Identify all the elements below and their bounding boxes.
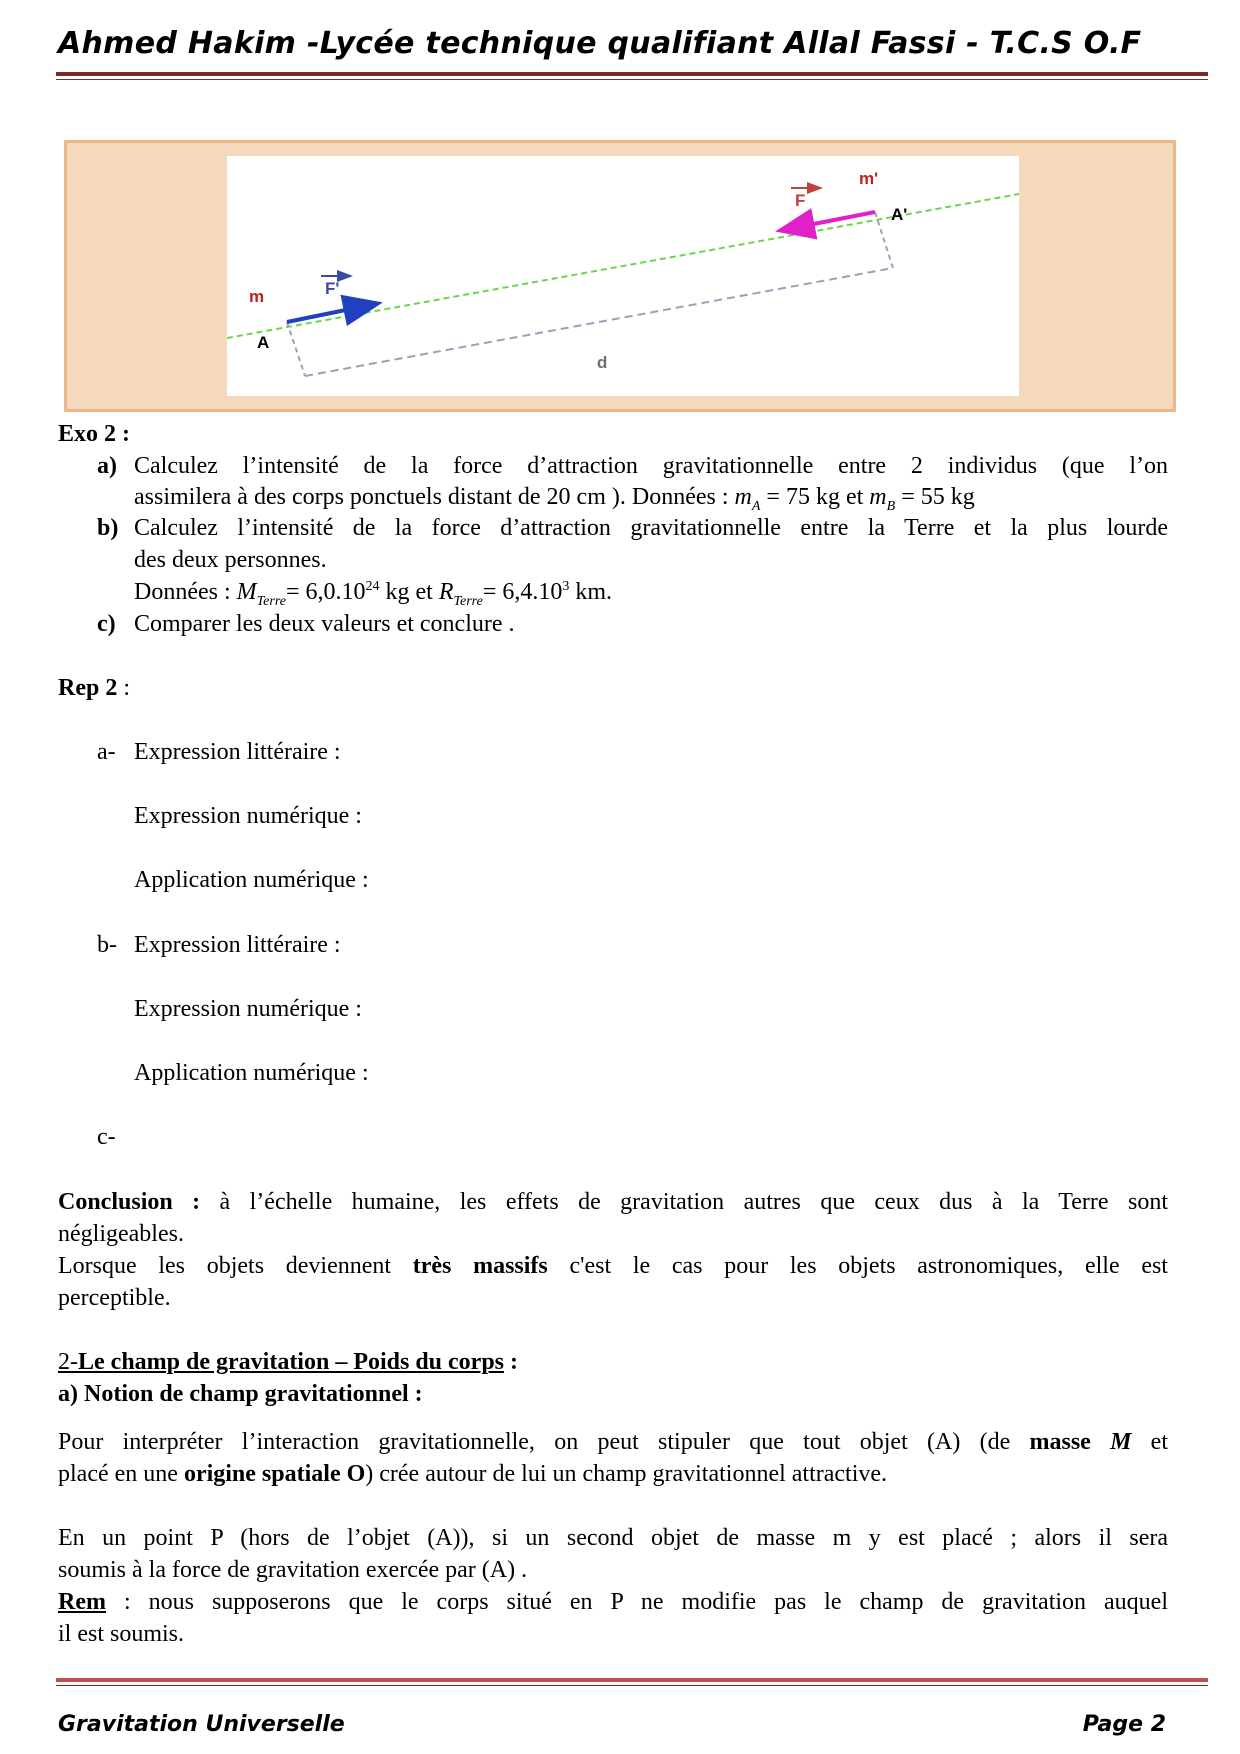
exo2-a-line2: assimilera à des corps ponctuels distant de 20 cm ). Données : $m_A = 75$ kg et $m_B = 55$ kg bbox=[134, 484, 975, 514]
exo2-c-text: Comparer les deux valeurs et conclure . bbox=[134, 611, 515, 637]
rep2-title: Rep 2 : bbox=[58, 675, 131, 701]
header-title: Ahmed Hakim -Lycée technique qualifiant Allal Fassi - T.C.S O.F bbox=[58, 26, 1142, 61]
label-A: A bbox=[257, 333, 270, 352]
exo2-c-marker: c) bbox=[97, 611, 116, 637]
rep2-b-numeric: Expression numérique : bbox=[134, 996, 362, 1022]
perpendicular-A bbox=[287, 322, 305, 376]
section2-p1-line1: Pour interpréter l’interaction gravitationnelle, on peut stipuler que tout objet (A) (de masse M et bbox=[58, 1429, 1168, 1455]
exo2-a-line1: Calculez l’intensité de la force d’attraction gravitationnelle entre 2 individus (que l’on bbox=[134, 453, 1168, 479]
rep2-a-application: Application numérique : bbox=[134, 867, 369, 893]
exo2-b-data: Données : $M_{Terre}= 6,0.10^{24}$ kg et $R_{Terre}= 6,4.10^3$ km. bbox=[134, 579, 613, 609]
exo2-b-marker: b) bbox=[97, 515, 119, 541]
footer-rule-thin bbox=[56, 1685, 1208, 1686]
rep2-a-literal: Expression littéraire : bbox=[134, 739, 341, 765]
header-rule-thick bbox=[56, 72, 1208, 76]
rep2-a-numeric: Expression numérique : bbox=[134, 803, 362, 829]
footer-title: Gravitation Universelle bbox=[58, 1712, 345, 1737]
section2-p2-line1: En un point P (hors de l’objet (A)), si un second objet de masse m y est placé ; alors il sera bbox=[58, 1525, 1168, 1551]
figure-frame bbox=[64, 140, 1176, 412]
section2-p2-line2: soumis à la force de gravitation exercée par (A) . bbox=[58, 1557, 528, 1583]
section2-title: 2-Le champ de gravitation – Poids du corps : bbox=[58, 1349, 519, 1375]
exo2-a-marker: a) bbox=[97, 453, 117, 479]
figure-canvas bbox=[227, 156, 1019, 396]
rep2-c-marker: c- bbox=[97, 1124, 116, 1150]
footer-page-number: Page 2 bbox=[1082, 1712, 1166, 1737]
header-rule-thin bbox=[56, 79, 1208, 80]
exo2-b-line2: des deux personnes. bbox=[134, 547, 327, 573]
force-F-vector bbox=[783, 212, 875, 230]
rep2-b-literal: Expression littéraire : bbox=[134, 932, 341, 958]
conclusion-line1: Conclusion : à l’échelle humaine, les effets de gravitation autres que ceux dus à la Terre sont bbox=[58, 1189, 1168, 1215]
label-m-prime: m' bbox=[859, 169, 879, 188]
gravitation-diagram bbox=[227, 156, 1019, 396]
label-F-prime: F' bbox=[325, 279, 340, 298]
rep2-b-marker: b- bbox=[97, 932, 117, 958]
label-A-prime: A' bbox=[891, 205, 908, 224]
exo2-title: Exo 2 : bbox=[58, 421, 130, 447]
section2-p1-line2: placé en une origine spatiale O) crée autour de lui un champ gravitationnel attractive. bbox=[58, 1461, 888, 1487]
rep2-b-application: Application numérique : bbox=[134, 1060, 369, 1086]
section2-subtitle-a: a) Notion de champ gravitationnel : bbox=[58, 1381, 423, 1407]
section2-rem-line1: Rem : nous supposerons que le corps situé en P ne modifie pas le champ de gravitation auquel bbox=[58, 1589, 1168, 1615]
conclusion-line2: négligeables. bbox=[58, 1221, 184, 1247]
footer-rule-thick bbox=[56, 1678, 1208, 1682]
label-m: m bbox=[249, 287, 265, 306]
section2-rem-line2: il est soumis. bbox=[58, 1621, 185, 1647]
label-d: d bbox=[597, 353, 608, 372]
exo2-b-line1: Calculez l’intensité de la force d’attraction gravitationnelle entre la Terre et la plus lourde bbox=[134, 515, 1168, 541]
conclusion-line3: Lorsque les objets deviennent très massifs c'est le cas pour les objets astronomiques, elle est bbox=[58, 1253, 1168, 1279]
conclusion-line4: perceptible. bbox=[58, 1285, 171, 1311]
rep2-a-marker: a- bbox=[97, 739, 116, 765]
label-F: F bbox=[795, 191, 806, 210]
